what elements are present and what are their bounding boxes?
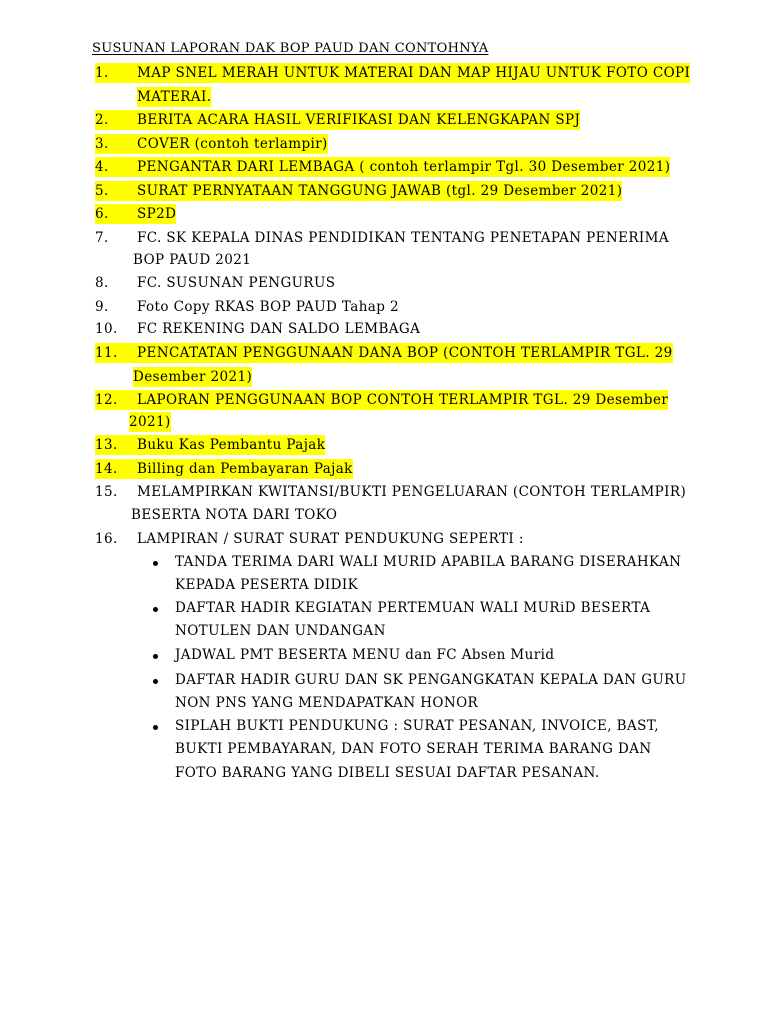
bullet-item-text: TANDA TERIMA DARI WALI MURID APABILA BARANG DISERAHKAN: [175, 554, 682, 570]
bullet-item-text: KEPADA PESERTA DIDIK: [175, 577, 359, 593]
list-item-number: 14.: [95, 459, 137, 479]
bullet-item-text: BUKTI PEMBAYARAN, DAN FOTO SERAH TERIMA BARANG DAN: [175, 741, 652, 757]
bullet-item-text: FOTO BARANG YANG DIBELI SESUAI DAFTAR PESANAN.: [175, 765, 600, 781]
list-item-text: MELAMPIRKAN KWITANSI/BUKTI PENGELUARAN (CONTOH TERLAMPIR): [137, 484, 687, 500]
list-item-text: Desember 2021): [133, 369, 253, 385]
bullet-item-text: DAFTAR HADIR KEGIATAN PERTEMUAN WALI MURiD BESERTA: [175, 600, 651, 616]
list-item-number: 15.: [95, 484, 118, 500]
list-item-text: MAP SNEL MERAH UNTUK MATERAI DAN MAP HIJAU UNTUK FOTO COPI: [137, 65, 691, 81]
list-item-number: 7.: [95, 230, 109, 246]
document-title: SUSUNAN LAPORAN DAK BOP PAUD DAN CONTOHNYA: [92, 41, 489, 56]
list-item-number: 8.: [95, 275, 109, 291]
list-item-text: PENGANTAR DARI LEMBAGA ( contoh terlampir Tgl. 30 Desember 2021): [137, 159, 671, 175]
list-item-text: 2021): [129, 414, 171, 430]
bullet-item-text: NON PNS YANG MENDAPATKAN HONOR: [175, 695, 479, 711]
list-item-number: 9.: [95, 299, 109, 315]
list-item-number: 4.: [95, 157, 137, 177]
list-item-text: FC REKENING DAN SALDO LEMBAGA: [137, 321, 421, 337]
bullet-icon: [153, 679, 158, 684]
list-item-text: Buku Kas Pembantu Pajak: [137, 437, 326, 453]
bullet-item-text: SIPLAH BUKTI PENDUKUNG : SURAT PESANAN, INVOICE, BAST,: [175, 718, 659, 734]
list-item-number: 5.: [95, 181, 137, 201]
list-item-text: LAPORAN PENGGUNAAN BOP CONTOH TERLAMPIR TGL. 29 Desember: [137, 392, 669, 408]
list-item-text: SURAT PERNYATAAN TANGGUNG JAWAB (tgl. 29 Desember 2021): [137, 183, 623, 199]
list-item-number: 12.: [95, 390, 137, 410]
list-item-text: COVER (contoh terlampir): [137, 136, 328, 152]
list-item-text: Billing dan Pembayaran Pajak: [137, 461, 353, 477]
list-item-text: PENCATATAN PENGGUNAAN DANA BOP (CONTOH TERLAMPIR TGL. 29: [137, 345, 673, 361]
list-item-text: FC. SK KEPALA DINAS PENDIDIKAN TENTANG PENETAPAN PENERIMA: [137, 230, 670, 246]
list-item-text: SP2D: [137, 206, 177, 222]
list-item-text: FC. SUSUNAN PENGURUS: [137, 275, 336, 291]
list-item-number: 6.: [95, 204, 137, 224]
list-item-number: 16.: [95, 531, 118, 547]
list-item-text: BESERTA NOTA DARI TOKO: [131, 507, 338, 523]
bullet-item-text: JADWAL PMT BESERTA MENU dan FC Absen Murid: [175, 647, 555, 663]
bullet-item-text: NOTULEN DAN UNDANGAN: [175, 623, 386, 639]
list-item-text: Foto Copy RKAS BOP PAUD Tahap 2: [137, 299, 399, 315]
list-item-text: LAMPIRAN / SURAT SURAT PENDUKUNG SEPERTI :: [137, 531, 524, 547]
list-item-text: MATERAI.: [137, 89, 212, 105]
bullet-icon: [153, 607, 158, 612]
list-item-text: BOP PAUD 2021: [133, 252, 252, 268]
list-item-number: 1.: [95, 63, 137, 83]
bullet-icon: [153, 725, 158, 730]
list-item-number: 13.: [95, 435, 137, 455]
bullet-icon: [153, 654, 158, 659]
list-item-number: 11.: [95, 343, 137, 363]
bullet-item-text: DAFTAR HADIR GURU DAN SK PENGANGKATAN KEPALA DAN GURU: [175, 672, 687, 688]
bullet-icon: [153, 561, 158, 566]
list-item-number: 2.: [95, 110, 137, 130]
list-item-number: 3.: [95, 134, 137, 154]
list-item-number: 10.: [95, 321, 118, 337]
list-item-text: BERITA ACARA HASIL VERIFIKASI DAN KELENGKAPAN SPJ: [137, 112, 581, 128]
